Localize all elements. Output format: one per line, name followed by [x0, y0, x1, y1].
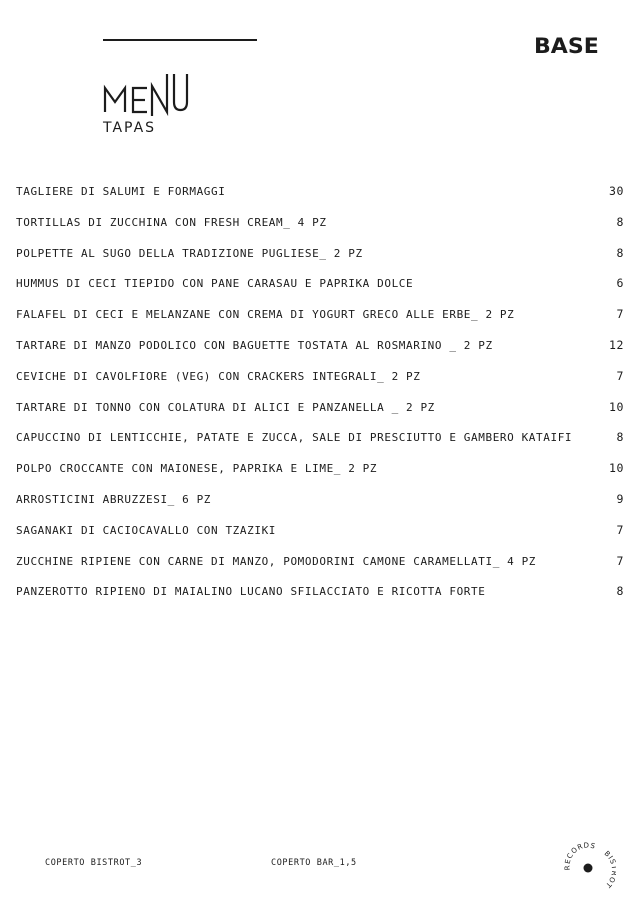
- item-price: 7: [616, 307, 624, 322]
- item-price: 6: [616, 276, 624, 291]
- item-price: 7: [616, 368, 624, 383]
- menu-item: [16, 215, 624, 246]
- item-name: TORTILLAS DI ZUCCHINA CON FRESH CREAM_ 4 PZ: [16, 215, 327, 229]
- menu-item: [16, 369, 624, 400]
- item-price: 10: [608, 399, 624, 414]
- coperto-bar: COPERTO BAR_1,5: [271, 858, 357, 868]
- item-price: 7: [616, 522, 624, 537]
- menu-subtitle: TAPAS: [103, 120, 157, 136]
- brand-logo: BASE: [534, 34, 599, 58]
- menu-item: [16, 246, 624, 277]
- item-name: POLPETTE AL SUGO DELLA TRADIZIONE PUGLIESE_ 2 PZ: [16, 246, 363, 260]
- item-price: 12: [608, 337, 624, 352]
- item-name: HUMMUS DI CECI TIEPIDO CON PANE CARASAU E PAPRIKA DOLCE: [16, 277, 414, 291]
- menu-item: [16, 307, 624, 338]
- menu-item: [16, 584, 624, 615]
- item-name: CAPUCCINO DI LENTICCHIE, PATATE E ZUCCA, SALE DI PRESCIUTTO E GAMBERO KATAIFI: [16, 431, 573, 445]
- item-name: ARROSTICINI ABRUZZESI_ 6 PZ: [16, 492, 212, 506]
- item-price: 30: [608, 184, 624, 198]
- item-name: TARTARE DI TONNO CON COLATURA DI ALICI E PANZANELLA _ 2 PZ: [16, 400, 435, 414]
- menu-item: [16, 461, 624, 492]
- menu-item: [16, 523, 624, 554]
- item-price: 8: [616, 430, 624, 445]
- item-price: 9: [616, 491, 624, 506]
- item-price: 7: [616, 553, 624, 568]
- item-name: SAGANAKI DI CACIOCAVALLO CON TZAZIKI: [16, 523, 277, 537]
- menu-item: [16, 492, 624, 523]
- item-price: 8: [616, 584, 624, 599]
- item-name: TARTARE DI MANZO PODOLICO CON BAGUETTE TOSTATA AL ROSMARINO _ 2 PZ: [16, 338, 493, 352]
- top-divider: [103, 39, 257, 41]
- menu-item: [16, 554, 624, 585]
- menu-item: [16, 430, 624, 461]
- stamp-text-records: RECORDS: [563, 841, 597, 871]
- item-name: CEVICHE DI CAVOLFIORE (VEG) CON CRACKERS INTEGRALI_ 2 PZ: [16, 369, 421, 383]
- item-name: POLPO CROCCANTE CON MAIONESE, PAPRIKA E LIME_ 2 PZ: [16, 462, 378, 476]
- item-price: 8: [616, 214, 624, 229]
- menu-item: [16, 184, 624, 215]
- item-price: 10: [608, 461, 624, 476]
- menu-item: [16, 276, 624, 307]
- records-bistrot-stamp-icon: [560, 840, 616, 896]
- tapas-list: [16, 184, 624, 615]
- item-name: TAGLIERE DI SALUMI E FORMAGGI: [16, 185, 226, 198]
- item-name: FALAFEL DI CECI E MELANZANE CON CREMA DI YOGURT GRECO ALLE ERBE_ 2 PZ: [16, 308, 515, 322]
- svg-text:BISTROT: [603, 850, 616, 890]
- item-name: PANZEROTTO RIPIENO DI MAIALINO LUCANO SFILACCIATO E RICOTTA FORTE: [16, 585, 486, 599]
- stamp-text-bistrot: BI OT: [602, 849, 616, 890]
- item-price: 8: [616, 245, 624, 260]
- item-name: ZUCCHINE RIPIENE CON CARNE DI MANZO, POMODORINI CAMONE CARAMELLATI_ 4 PZ: [16, 554, 537, 568]
- coperto-bistrot: COPERTO BISTROT_3: [45, 858, 143, 868]
- menu-item: [16, 400, 624, 431]
- menu-item: [16, 338, 624, 369]
